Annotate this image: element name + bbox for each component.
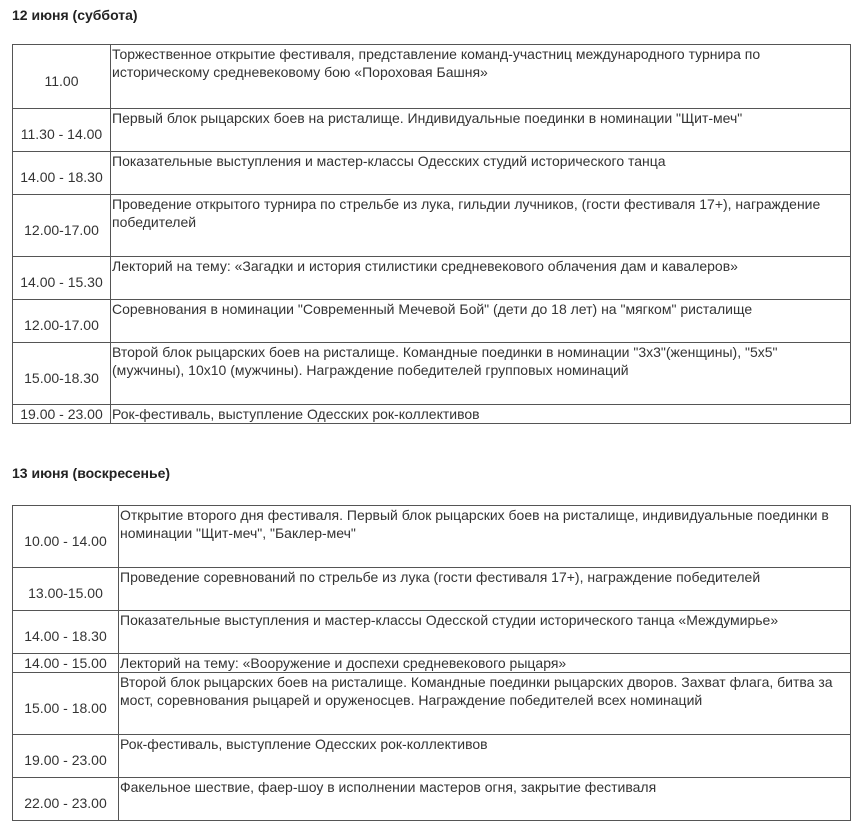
event-time: 22.00 - 23.00 <box>13 778 119 821</box>
event-description: Второй блок рыцарских боев на ристалище. Командные поединки рыцарских дворов. Захват флага, битва за мост, соревнования рыцарей и оруженосцев. Награждение победителей всех номинаций <box>119 673 851 735</box>
table-row <box>13 735 851 778</box>
event-time: 19.00 - 23.00 <box>13 405 111 424</box>
event-description: Показательные выступления и мастер-классы Одесских студий исторического танца <box>111 152 851 195</box>
event-time: 14.00 - 18.30 <box>13 152 111 195</box>
event-description: Открытие второго дня фестиваля. Первый блок рыцарских боев на ристалище, индивидуальные поединки в номинации "Щит-меч", "Баклер-меч" <box>119 506 851 568</box>
event-time: 11.30 - 14.00 <box>13 109 111 152</box>
table-row <box>13 343 851 405</box>
event-time: 14.00 - 15.00 <box>13 654 119 673</box>
event-description: Проведение соревнований по стрельбе из лука (гости фестиваля 17+), награждение победителей <box>119 568 851 611</box>
table-row <box>13 109 851 152</box>
table-row <box>13 195 851 257</box>
table-row <box>13 568 851 611</box>
event-time: 14.00 - 15.30 <box>13 257 111 300</box>
event-time: 12.00-17.00 <box>13 300 111 343</box>
table-row <box>13 405 851 424</box>
event-description: Соревнования в номинации "Современный Мечевой Бой" (дети до 18 лет) на "мягком" ристалище <box>111 300 851 343</box>
event-description: Торжественное открытие фестиваля, представление команд-участниц международного турнира по историческому средневековому бою «Пороховая Башня» <box>111 45 851 109</box>
event-description: Проведение открытого турнира по стрельбе из лука, гильдии лучников, (гости фестиваля 17+), награждение победителей <box>111 195 851 257</box>
event-time: 14.00 - 18.30 <box>13 611 119 654</box>
schedule-table <box>12 44 851 424</box>
event-time: 12.00-17.00 <box>13 195 111 257</box>
event-description: Лекторий на тему: «Загадки и история стилистики средневекового облачения дам и кавалеров» <box>111 257 851 300</box>
event-description: Лекторий на тему: «Вооружение и доспехи средневекового рыцаря» <box>119 654 851 673</box>
event-description: Факельное шествие, фаер-шоу в исполнении мастеров огня, закрытие фестиваля <box>119 778 851 821</box>
event-description: Первый блок рыцарских боев на ристалище. Индивидуальные поединки в номинации "Щит-меч" <box>111 109 851 152</box>
event-time: 11.00 <box>13 45 111 109</box>
event-time: 19.00 - 23.00 <box>13 735 119 778</box>
table-row <box>13 257 851 300</box>
event-time: 13.00-15.00 <box>13 568 119 611</box>
event-description: Рок-фестиваль, выступление Одесских рок-коллективов <box>111 405 851 424</box>
event-description: Второй блок рыцарских боев на ристалище. Командные поединки в номинации "3х3"(женщины), "5х5" (мужчины), 10х10 (мужчины). Награждение победителей групповых номинаций <box>111 343 851 405</box>
table-row <box>13 506 851 568</box>
day-heading: 12 июня (суббота) <box>12 7 138 23</box>
event-description: Показательные выступления и мастер-классы Одесской студии исторического танца «Междумирье» <box>119 611 851 654</box>
event-time: 10.00 - 14.00 <box>13 506 119 568</box>
day-heading: 13 июня (воскресенье) <box>12 465 171 481</box>
table-row <box>13 152 851 195</box>
event-time: 15.00-18.30 <box>13 343 111 405</box>
schedule-table <box>12 505 851 821</box>
table-row <box>13 300 851 343</box>
table-row <box>13 45 851 109</box>
table-row <box>13 673 851 735</box>
table-row <box>13 778 851 821</box>
event-time: 15.00 - 18.00 <box>13 673 119 735</box>
event-description: Рок-фестиваль, выступление Одесских рок-коллективов <box>119 735 851 778</box>
table-row <box>13 654 851 673</box>
table-row <box>13 611 851 654</box>
